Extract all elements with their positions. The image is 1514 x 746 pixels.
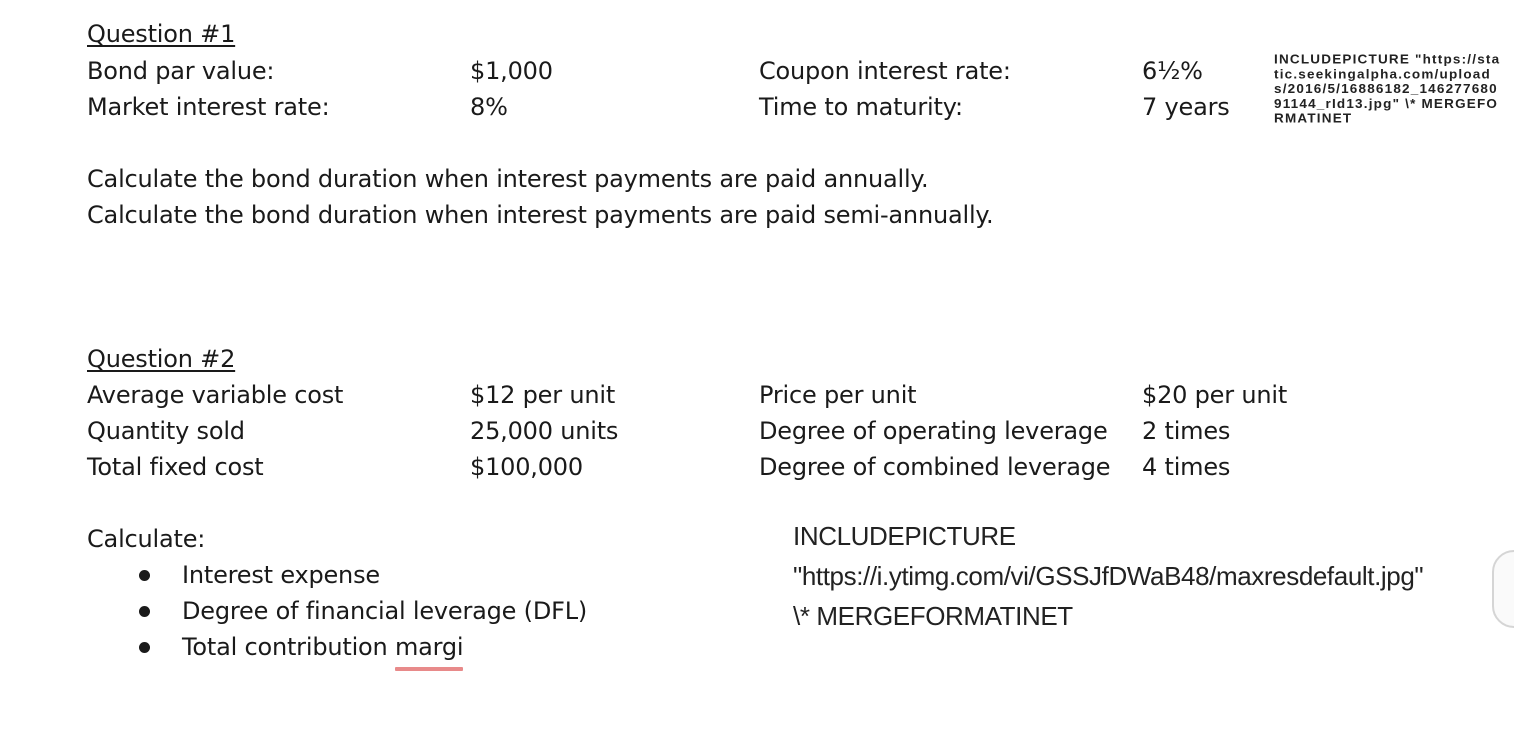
coupon-interest-rate-label: Coupon interest rate: bbox=[759, 57, 1011, 85]
time-to-maturity: 7 years bbox=[1142, 93, 1230, 121]
side-panel-handle[interactable] bbox=[1492, 550, 1514, 628]
average-variable-cost: $12 per unit bbox=[470, 381, 616, 409]
include-picture-field-code-1: INCLUDEPICTURE "https://static.seekingalpha.com/uploads/2016/5/16886182_14627768091144_rId13.jpg" \* MERGEFORMATINET bbox=[1274, 52, 1501, 126]
bond-par-value: $1,000 bbox=[470, 57, 553, 85]
bullet-icon bbox=[139, 642, 150, 653]
bullet-dfl: Degree of financial leverage (DFL) bbox=[182, 597, 588, 625]
average-variable-cost-label: Average variable cost bbox=[87, 381, 344, 409]
total-fixed-cost-label: Total fixed cost bbox=[87, 453, 264, 481]
bullet-text: Total contribution bbox=[182, 633, 395, 661]
instruction-annual: Calculate the bond duration when interest payments are paid annually. bbox=[87, 165, 929, 193]
degree-combined-leverage: 4 times bbox=[1142, 453, 1231, 481]
misspelled-word[interactable]: margi bbox=[394, 633, 464, 661]
coupon-interest-rate: 6½% bbox=[1142, 57, 1203, 85]
question-1-heading: Question #1 bbox=[87, 20, 236, 48]
include-picture-field-code-2: INCLUDEPICTURE "https://i.ytimg.com/vi/GSSJfDWaB48/maxresdefault.jpg" \* MERGEFORMATINET bbox=[793, 521, 1424, 631]
degree-combined-leverage-label: Degree of combined leverage bbox=[759, 453, 1111, 481]
total-fixed-cost: $100,000 bbox=[470, 453, 583, 481]
market-interest-rate: 8% bbox=[470, 93, 508, 121]
calculate-label: Calculate: bbox=[87, 525, 206, 553]
instruction-semi-annual: Calculate the bond duration when interest payments are paid semi-annually. bbox=[87, 201, 994, 229]
degree-operating-leverage-label: Degree of operating leverage bbox=[759, 417, 1108, 445]
market-interest-rate-label: Market interest rate: bbox=[87, 93, 330, 121]
quantity-sold-label: Quantity sold bbox=[87, 417, 245, 445]
bond-par-value-label: Bond par value: bbox=[87, 57, 275, 85]
price-per-unit-label: Price per unit bbox=[759, 381, 917, 409]
bullet-icon bbox=[139, 570, 150, 581]
bullet-icon bbox=[139, 606, 150, 617]
price-per-unit: $20 per unit bbox=[1142, 381, 1288, 409]
time-to-maturity-label: Time to maturity: bbox=[759, 93, 963, 121]
quantity-sold: 25,000 units bbox=[470, 417, 619, 445]
bullet-total-contribution-margin bbox=[182, 632, 463, 662]
degree-operating-leverage: 2 times bbox=[1142, 417, 1231, 445]
bullet-interest-expense: Interest expense bbox=[182, 561, 380, 589]
question-2-heading: Question #2 bbox=[87, 345, 236, 373]
